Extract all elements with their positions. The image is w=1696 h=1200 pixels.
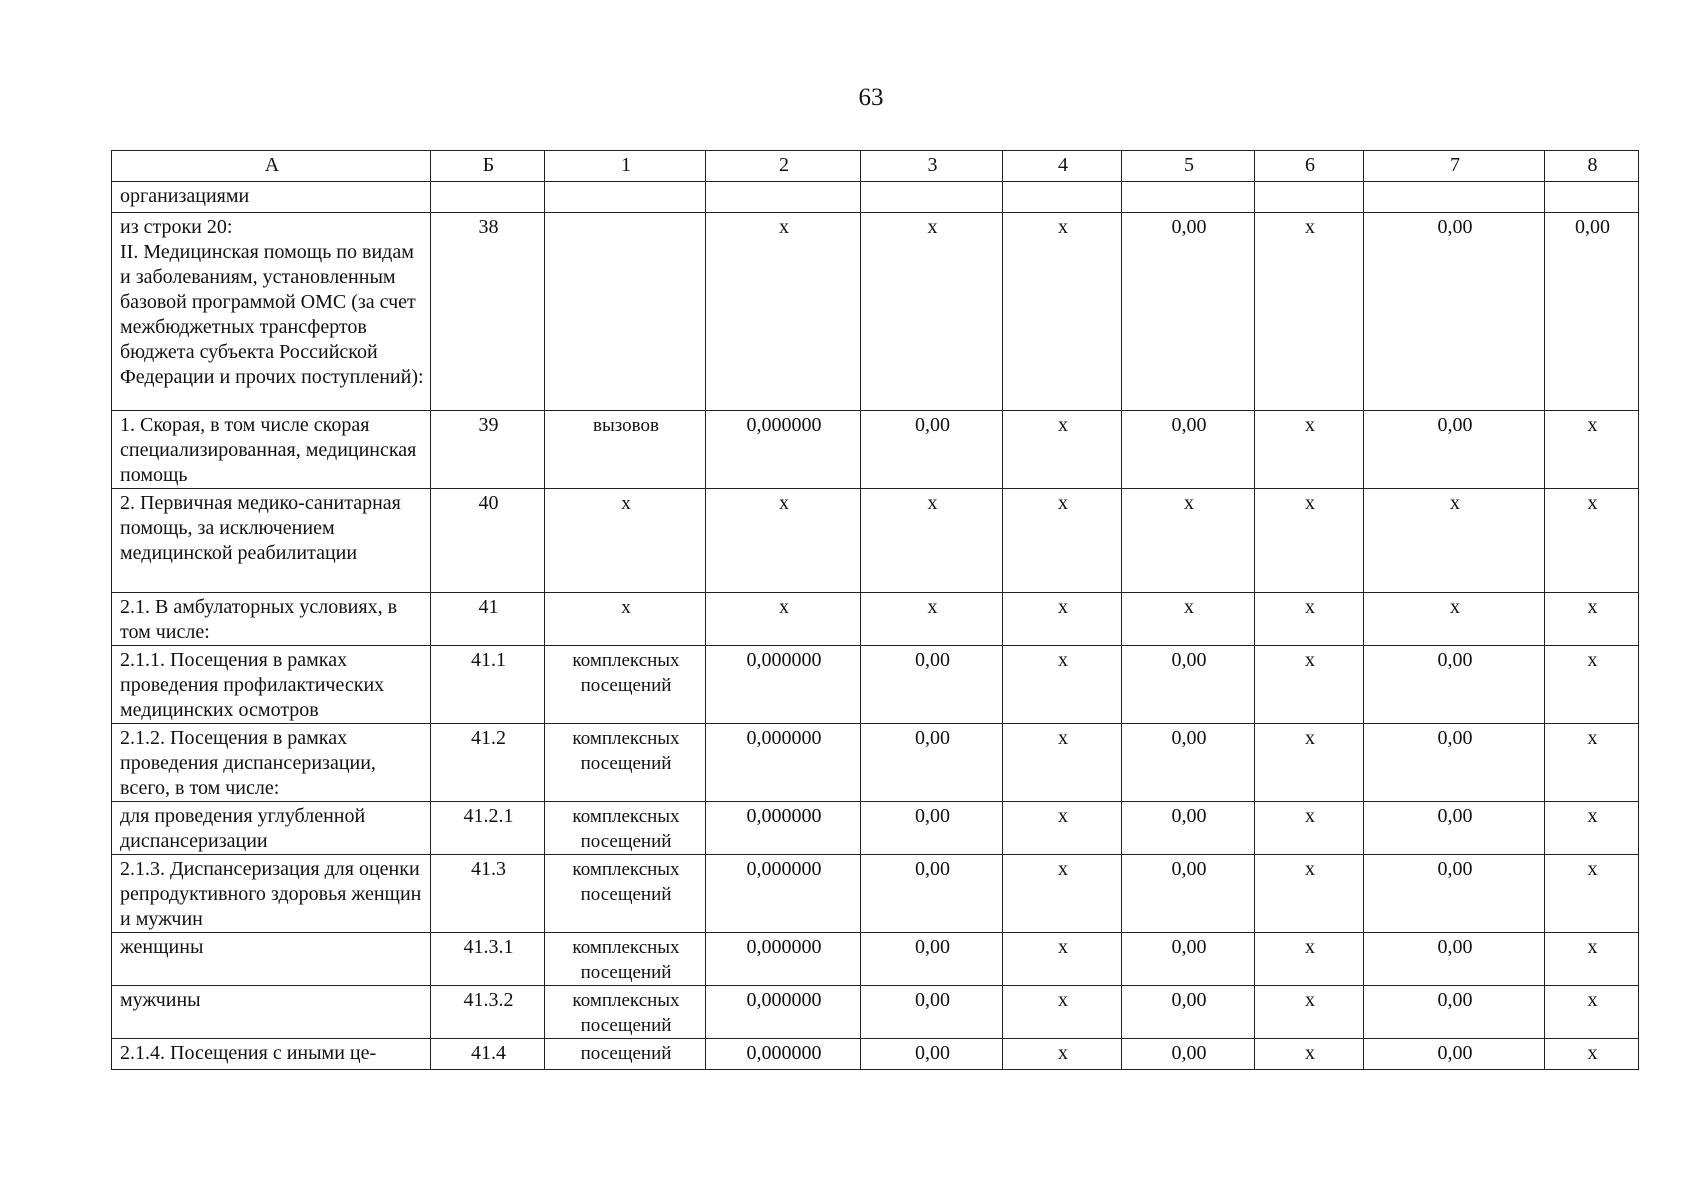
row-code-cell: 41.3.1 bbox=[431, 933, 545, 986]
table-cell: 0,00 bbox=[1364, 855, 1545, 933]
table-cell: 0,000000 bbox=[706, 986, 861, 1039]
row-name-cell: 2.1. В амбулаторных условиях, в том числе: bbox=[112, 593, 431, 646]
table-row bbox=[112, 802, 1639, 855]
table-cell: х bbox=[1255, 986, 1364, 1039]
table-cell: 0,00 bbox=[1122, 1039, 1255, 1070]
table-cell: 0,000000 bbox=[706, 802, 861, 855]
column-header: 4 bbox=[1003, 151, 1122, 182]
table-cell: 0,00 bbox=[861, 802, 1003, 855]
table-cell: 0,00 bbox=[1122, 855, 1255, 933]
column-header: Б bbox=[431, 151, 545, 182]
table-cell: 0,00 bbox=[1122, 986, 1255, 1039]
table-cell: х bbox=[1545, 646, 1639, 724]
page-number: 63 bbox=[858, 84, 884, 111]
table-row bbox=[112, 182, 1639, 213]
table-cell: х bbox=[1003, 1039, 1122, 1070]
table-cell: 0,00 bbox=[861, 724, 1003, 802]
row-name-cell: 2. Первичная медико-санитарная помощь, за исключением медицинской реабилитации bbox=[112, 489, 431, 593]
table-cell: х bbox=[1255, 802, 1364, 855]
table-cell: 0,000000 bbox=[706, 933, 861, 986]
table-cell: х bbox=[1255, 489, 1364, 593]
table-row bbox=[112, 489, 1639, 593]
table-cell: х bbox=[1003, 593, 1122, 646]
table-cell: х bbox=[1545, 724, 1639, 802]
row-name-cell: 2.1.4. Посещения с иными це- bbox=[112, 1039, 431, 1070]
row-code-cell: 41.3.2 bbox=[431, 986, 545, 1039]
table-cell: вызовов bbox=[545, 411, 706, 489]
table-cell bbox=[1545, 182, 1639, 213]
table-cell bbox=[545, 182, 706, 213]
row-code-cell: 41 bbox=[431, 593, 545, 646]
table-cell: х bbox=[1003, 646, 1122, 724]
table-cell: х bbox=[861, 213, 1003, 411]
table-cell: х bbox=[1122, 593, 1255, 646]
table-cell: комплексных посещений bbox=[545, 986, 706, 1039]
row-code-cell: 41.3 bbox=[431, 855, 545, 933]
row-name-cell: мужчины bbox=[112, 986, 431, 1039]
table-cell: 0,00 bbox=[861, 855, 1003, 933]
table-cell bbox=[1255, 182, 1364, 213]
table-cell: х bbox=[1545, 986, 1639, 1039]
table-row bbox=[112, 593, 1639, 646]
table-cell: х bbox=[1545, 802, 1639, 855]
table-cell: х bbox=[1545, 1039, 1639, 1070]
row-code-cell: 41.4 bbox=[431, 1039, 545, 1070]
row-code-cell: 41.1 bbox=[431, 646, 545, 724]
row-code-cell: 39 bbox=[431, 411, 545, 489]
column-header: 3 bbox=[861, 151, 1003, 182]
table-cell: 0,00 bbox=[1364, 986, 1545, 1039]
table-header-row bbox=[112, 151, 1639, 182]
table-cell bbox=[1003, 182, 1122, 213]
column-header: 2 bbox=[706, 151, 861, 182]
table-cell: 0,00 bbox=[861, 411, 1003, 489]
row-name-cell: женщины bbox=[112, 933, 431, 986]
table-cell: 0,00 bbox=[1122, 411, 1255, 489]
table-cell: 0,000000 bbox=[706, 1039, 861, 1070]
table-cell: 0,00 bbox=[1122, 724, 1255, 802]
table-cell: х bbox=[1255, 1039, 1364, 1070]
row-name-cell: 1. Скорая, в том числе скорая специализированная, медицинская помощь bbox=[112, 411, 431, 489]
table-cell: х bbox=[1255, 933, 1364, 986]
table-cell: х bbox=[1003, 213, 1122, 411]
table-row bbox=[112, 1039, 1639, 1070]
table-cell: комплексных посещений bbox=[545, 646, 706, 724]
table-cell: х bbox=[545, 489, 706, 593]
table-cell: 0,00 bbox=[1122, 646, 1255, 724]
row-name-cell: из строки 20: II. Медицинская помощь по видам и заболеваниям, установленным базовой программой ОМС (за счет межбюджетных трансфертов бюджета субъекта Российской Федерации и прочих поступлений): bbox=[112, 213, 431, 411]
table-cell: х bbox=[1003, 802, 1122, 855]
table-cell: х bbox=[1545, 593, 1639, 646]
table-cell: посещений bbox=[545, 1039, 706, 1070]
table-cell: 0,000000 bbox=[706, 724, 861, 802]
column-header: 5 bbox=[1122, 151, 1255, 182]
row-name-cell: для проведения углубленной диспансеризации bbox=[112, 802, 431, 855]
table-cell: комплексных посещений bbox=[545, 724, 706, 802]
row-name-cell: организациями bbox=[112, 182, 431, 213]
table-cell: х bbox=[1255, 855, 1364, 933]
table-row bbox=[112, 213, 1639, 411]
table-cell: комплексных посещений bbox=[545, 802, 706, 855]
table-cell: 0,00 bbox=[1364, 724, 1545, 802]
table-cell: х bbox=[1003, 986, 1122, 1039]
table-cell: х bbox=[1122, 489, 1255, 593]
table-cell: 0,000000 bbox=[706, 411, 861, 489]
column-header: 6 bbox=[1255, 151, 1364, 182]
table-cell: х bbox=[1545, 411, 1639, 489]
table-row bbox=[112, 411, 1639, 489]
table-cell: 0,00 bbox=[1122, 213, 1255, 411]
row-name-cell: 2.1.1. Посещения в рамках проведения профилактических медицинских осмотров bbox=[112, 646, 431, 724]
table-cell bbox=[706, 182, 861, 213]
table-cell: х bbox=[1003, 855, 1122, 933]
column-header: 8 bbox=[1545, 151, 1639, 182]
table-row bbox=[112, 933, 1639, 986]
table-cell: х bbox=[706, 213, 861, 411]
table-cell: 0,00 bbox=[861, 646, 1003, 724]
table-cell bbox=[545, 213, 706, 411]
table-cell: 0,00 bbox=[1122, 802, 1255, 855]
table-cell: 0,00 bbox=[1545, 213, 1639, 411]
table-cell: 0,00 bbox=[1364, 411, 1545, 489]
table-cell: х bbox=[1255, 411, 1364, 489]
table-cell: х bbox=[1364, 593, 1545, 646]
table-cell: х bbox=[1255, 213, 1364, 411]
table-row bbox=[112, 855, 1639, 933]
table-cell: х bbox=[1003, 933, 1122, 986]
row-code-cell: 41.2.1 bbox=[431, 802, 545, 855]
row-code-cell: 41.2 bbox=[431, 724, 545, 802]
table-cell: х bbox=[1545, 489, 1639, 593]
data-table bbox=[111, 150, 1639, 1070]
column-header: 1 bbox=[545, 151, 706, 182]
column-header: А bbox=[112, 151, 431, 182]
table-cell: х bbox=[545, 593, 706, 646]
table-cell: х bbox=[706, 489, 861, 593]
table-cell: х bbox=[1255, 593, 1364, 646]
table-row bbox=[112, 724, 1639, 802]
table-cell: 0,00 bbox=[861, 1039, 1003, 1070]
table-cell: х bbox=[861, 593, 1003, 646]
table-cell: х bbox=[1003, 724, 1122, 802]
table-cell: 0,00 bbox=[1122, 933, 1255, 986]
row-code-cell bbox=[431, 182, 545, 213]
table-cell: х bbox=[861, 489, 1003, 593]
table-cell: 0,000000 bbox=[706, 855, 861, 933]
row-name-cell: 2.1.2. Посещения в рамках проведения диспансеризации, всего, в том числе: bbox=[112, 724, 431, 802]
table-cell: х bbox=[1545, 933, 1639, 986]
table-cell: х bbox=[1255, 646, 1364, 724]
row-name-cell: 2.1.3. Диспансеризация для оценки репродуктивного здоровья женщин и мужчин bbox=[112, 855, 431, 933]
table-cell: х bbox=[1003, 489, 1122, 593]
row-code-cell: 40 bbox=[431, 489, 545, 593]
table-cell: комплексных посещений bbox=[545, 855, 706, 933]
table-cell: 0,00 bbox=[1364, 646, 1545, 724]
table-cell bbox=[1364, 182, 1545, 213]
table-row bbox=[112, 646, 1639, 724]
table-row bbox=[112, 986, 1639, 1039]
table-cell bbox=[1122, 182, 1255, 213]
row-code-cell: 38 bbox=[431, 213, 545, 411]
table-cell: 0,00 bbox=[1364, 213, 1545, 411]
table-cell: 0,00 bbox=[861, 933, 1003, 986]
table-cell: 0,00 bbox=[1364, 933, 1545, 986]
table-cell: х bbox=[1255, 724, 1364, 802]
table-cell: х bbox=[1545, 855, 1639, 933]
table-cell: 0,00 bbox=[861, 986, 1003, 1039]
table-cell: комплексных посещений bbox=[545, 933, 706, 986]
column-header: 7 bbox=[1364, 151, 1545, 182]
table-cell: 0,000000 bbox=[706, 646, 861, 724]
table-cell: х bbox=[1364, 489, 1545, 593]
table-cell: 0,00 bbox=[1364, 1039, 1545, 1070]
table-cell: х bbox=[1003, 411, 1122, 489]
table-cell: х bbox=[706, 593, 861, 646]
table-cell: 0,00 bbox=[1364, 802, 1545, 855]
table-cell bbox=[861, 182, 1003, 213]
